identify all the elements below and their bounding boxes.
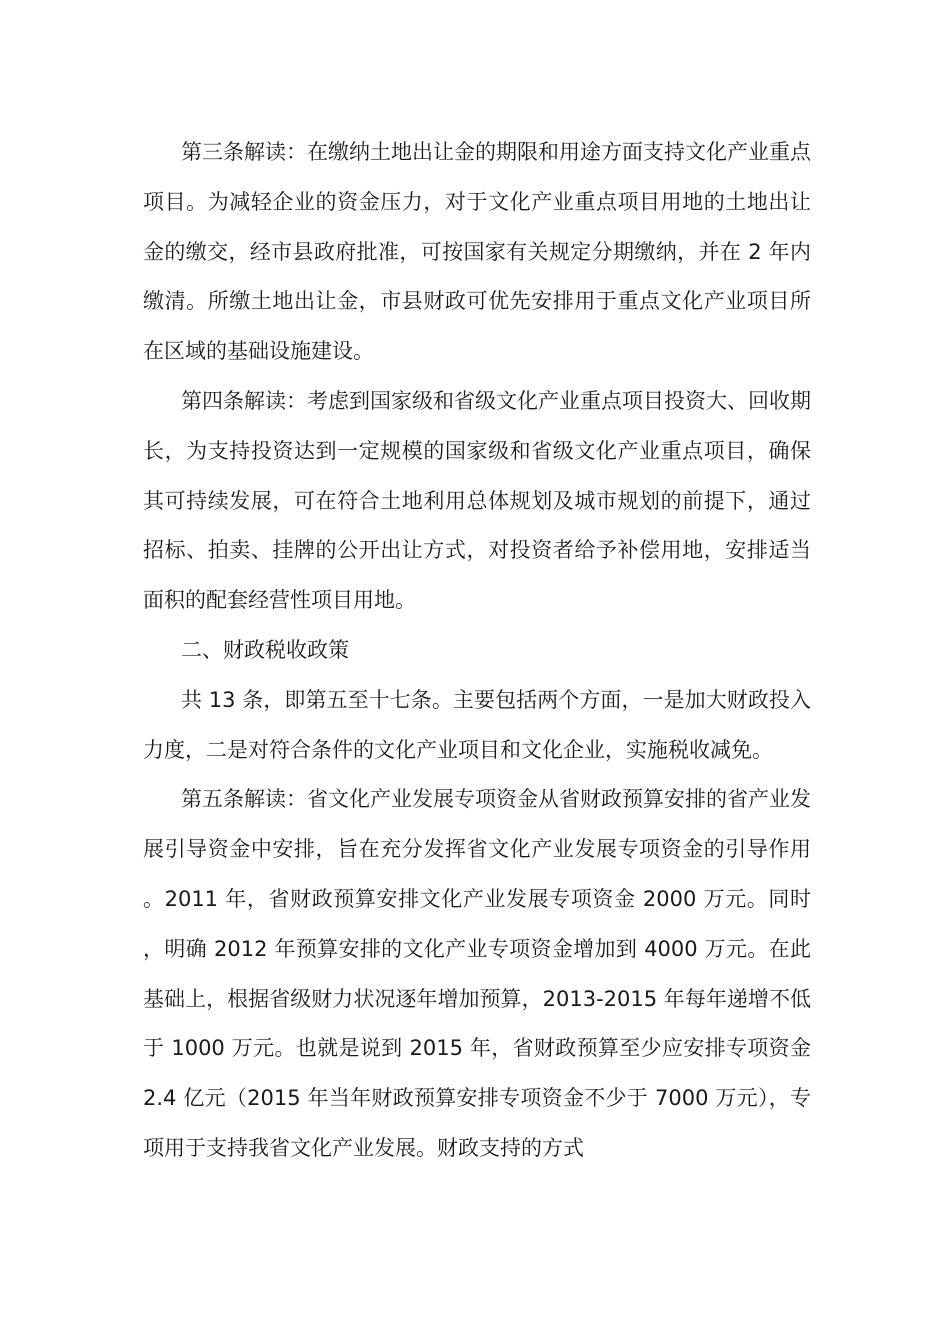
paragraph-article-3: 第三条解读：在缴纳土地出让金的期限和用途方面支持文化产业重点项目。为减轻企业的资金压力，对于文化产业重点项目用地的土地出让金的缴交，经市县政府批准，可按国家有关规定分期缴纳，并在 2 年内缴清。所缴土地出让金，市县财政可优先安排用于重点文化产业项目所在区域的基础设施建设。 bbox=[143, 140, 811, 364]
document-page bbox=[143, 128, 811, 1174]
paragraph-section-summary: 共 13 条，即第五至十七条。主要包括两个方面，一是加大财政投入力度，二是对符合条件的文化产业项目和文化企业，实施税收减免。 bbox=[143, 687, 811, 762]
section-heading-fiscal-tax-policy: 二、财政税收政策 bbox=[181, 637, 349, 662]
paragraph-article-4: 第四条解读：考虑到国家级和省级文化产业重点项目投资大、回收期长，为支持投资达到一定规模的国家级和省级文化产业重点项目，确保其可持续发展，可在符合土地利用总体规划及城市规划的前提下，通过招标、拍卖、挂牌的公开出让方式，对投资者给予补偿用地，安排适当面积的配套经营性项目用地。 bbox=[143, 388, 811, 613]
paragraph-article-5: 第五条解读：省文化产业发展专项资金从省财政预算安排的省产业发展引导资金中安排，旨在充分发挥省文化产业发展专项资金的引导作用。2011 年，省财政预算安排文化产业发展专项资金 2000 万元。同时，明确 2012 年预算安排的文化产业专项资金增加到 4000 万元。在此基础上，根据省级财力状况逐年增加预算，2013-2015 年每年递增不低于 1000 万元。也就是说到 2015 年，省财政预算至少应安排专项资金 2.4 亿元（2015 年当年财政预算安排专项资金不少于 7000 万元），专项用于支持我省文化产业发展。财政支持的方式 bbox=[143, 787, 811, 1160]
